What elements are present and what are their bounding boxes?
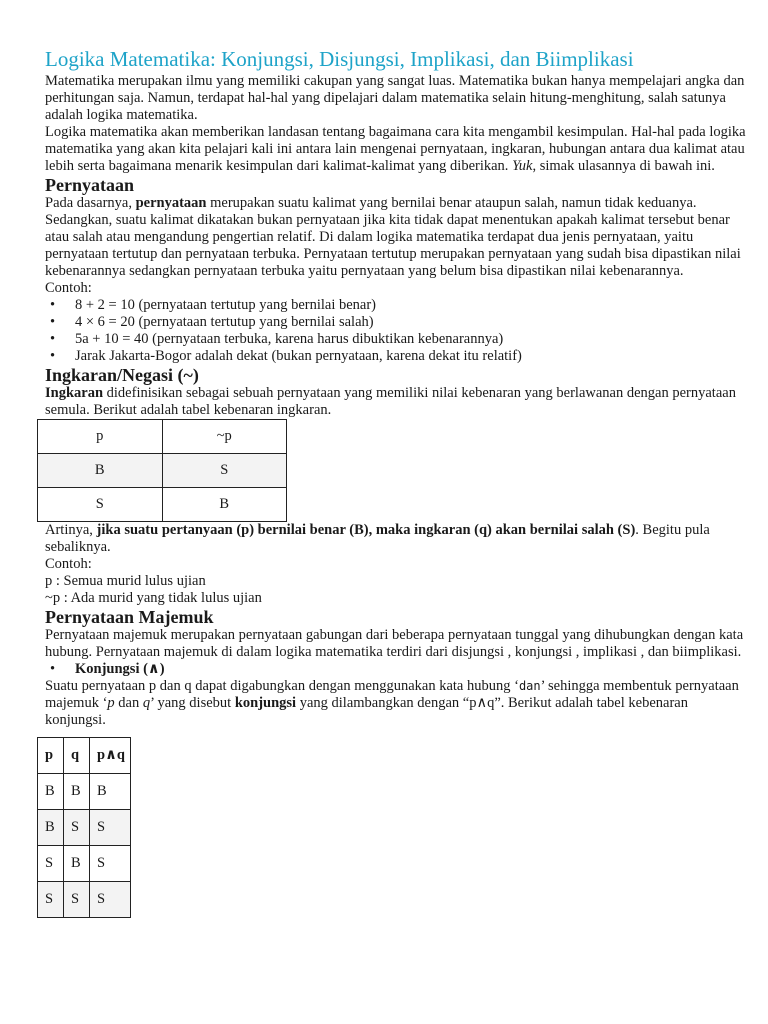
table-row (38, 774, 131, 810)
table-row (38, 420, 287, 454)
konjungsi-text-b: ’ sehingga membentuk pernyataan majemuk ‘ (45, 678, 739, 711)
ingkaran-text: didefinisikan sebagai sebuah pernyataan yang memiliki nilai kebenaran yang berlawanan dengan pernyataan semula. Berikut adalah tabel kebenaran ingkaran. (45, 385, 736, 418)
pernyataan-text-a: Pada dasarnya, (45, 195, 136, 211)
konjungsi-word-dan: dan (518, 679, 541, 693)
list-item: • Jarak Jakarta-Bogor adalah dekat (bukan pernyataan, karena dekat itu relatif) (75, 348, 748, 365)
konjungsi-q: q (142, 695, 151, 711)
konjungsi-text-a: Suatu pernyataan p dan q dapat digabungkan dengan menggunakan kata hubung ‘ (45, 678, 519, 694)
table-cell: B (38, 774, 64, 810)
table-row (38, 882, 131, 918)
section-heading-ingkaran: Ingkaran/Negasi (~) (45, 365, 199, 385)
table-cell: p (38, 420, 163, 454)
section-heading-pernyataan: Pernyataan (45, 175, 134, 195)
table-cell: S (90, 846, 131, 882)
konjungsi-text-d: ’ yang disebut (150, 695, 235, 711)
table-cell: S (64, 810, 90, 846)
ingkaran-term: Ingkaran (45, 385, 104, 401)
intro-emphasis: Yuk (512, 158, 533, 174)
pernyataan-text-b: merupakan suatu kalimat yang bernilai benar ataupun salah, namun tidak keduanya. Sedangkan, suatu kalimat dikatakan bukan pernyataan jika kita tidak dapat menentukan apakah kalimat tersebut benar atau salah atau mengandung pengertian relatif. Di dalam logika matematika terdapat dua jenis pernyataan, yaitu pernyataan tertutup dan pernyataan terbuka. Pernyataan tertutup merupakan pernyataan yang sudah bisa dipastikan nilai kebenarannya sedangkan pernyataan terbuka yaitu pernyataan yang belum bisa dipastikan nilai kebenarannya. (45, 195, 741, 279)
konjungsi-paragraph (45, 678, 748, 729)
table-header-cell: p∧q (90, 738, 131, 774)
list-item: • 5a + 10 = 40 (pernyataan terbuka, karena harus dibuktikan kebenarannya) (75, 331, 748, 348)
table-cell: S (90, 882, 131, 918)
table-row (38, 488, 287, 522)
table-cell: S (38, 488, 163, 522)
table-cell: S (38, 882, 64, 918)
table-cell: ~p (162, 420, 287, 454)
intro-paragraph-1: Matematika merupakan ilmu yang memiliki cakupan yang sangat luas. Matematika bukan hanya mempelajari angka dan perhitungan saja. Namun, terdapat hal-hal yang dipelajari dalam matematika selain hitung-menghitung, salah satunya adalah logika matematika. (45, 73, 745, 123)
konjungsi-subheading: • Konjungsi (∧) (45, 661, 748, 678)
ingkaran-paragraph (45, 385, 748, 419)
list-item: • 8 + 2 = 10 (pernyataan tertutup yang bernilai benar) (75, 297, 748, 314)
table-row (38, 810, 131, 846)
ingkaran-example-1: p : Semua murid lulus ujian (45, 573, 206, 589)
pernyataan-term: pernyataan (135, 195, 207, 211)
table-cell: B (64, 846, 90, 882)
table-row (38, 846, 131, 882)
negation-truth-table (37, 419, 287, 522)
konjungsi-term: konjungsi (234, 695, 297, 711)
conjunction-truth-table (37, 737, 131, 918)
pernyataan-paragraph (45, 195, 748, 280)
table-cell: B (162, 488, 287, 522)
ingkaran-example-2: ~p : Ada murid yang tidak lulus ujian (45, 590, 262, 606)
table-cell: S (38, 846, 64, 882)
table-row (38, 454, 287, 488)
ingkaran-contoh-label: Contoh: (45, 556, 92, 572)
table-cell: B (64, 774, 90, 810)
table-cell: B (90, 774, 131, 810)
konjungsi-p: p (107, 695, 115, 711)
table-cell: S (64, 882, 90, 918)
pernyataan-contoh-label: Contoh: (45, 280, 92, 296)
list-item: • 4 × 6 = 20 (pernyataan tertutup yang bernilai salah) (75, 314, 748, 331)
artinya-bold: jika suatu pertanyaan (p) bernilai benar (B), maka ingkaran (q) akan bernilai salah (S) (96, 522, 636, 538)
section-heading-majemuk: Pernyataan Majemuk (45, 607, 214, 627)
pernyataan-examples-list (45, 297, 748, 365)
intro-text: Logika matematika akan memberikan landasan tentang bagaimana cara kita mengambil kesimpulan. Hal-hal pada logika matematika yang akan kita pelajari kali ini antara lain mengenai pernyataan, ingkaran, hubungan antara dua kalimat atau lebih serta bagaimana menarik kesimpulan dari kalimat-kalimat yang diberikan. (45, 124, 746, 174)
table-cell: S (162, 454, 287, 488)
ingkaran-artinya (45, 522, 748, 556)
table-cell: B (38, 810, 64, 846)
table-header-cell: p (38, 738, 64, 774)
page-title: Logika Matematika: Konjungsi, Disjungsi, Implikasi, dan Biimplikasi (45, 47, 634, 71)
konjungsi-text-c: dan (114, 695, 143, 711)
majemuk-paragraph: Pernyataan majemuk merupakan pernyataan gabungan dari beberapa pernyataan tunggal yang dihubungkan dengan kata hubung. Pernyataan majemuk di dalam logika matematika terdiri dari disjungsi , konjungsi , implikasi , dan biimplikasi. (45, 627, 744, 660)
table-header-row (38, 738, 131, 774)
konjungsi-text-e: yang dilambangkan dengan “p∧q”. Berikut adalah tabel kebenaran konjungsi. (45, 695, 688, 728)
table-header-cell: q (64, 738, 90, 774)
artinya-text-b: . Begitu pula sebaliknya. (45, 522, 710, 555)
intro-paragraph-2 (45, 124, 748, 175)
artinya-text-a: Artinya, (45, 522, 97, 538)
table-cell: B (38, 454, 163, 488)
intro-text-end: , simak ulasannya di bawah ini. (532, 158, 715, 174)
table-cell: S (90, 810, 131, 846)
